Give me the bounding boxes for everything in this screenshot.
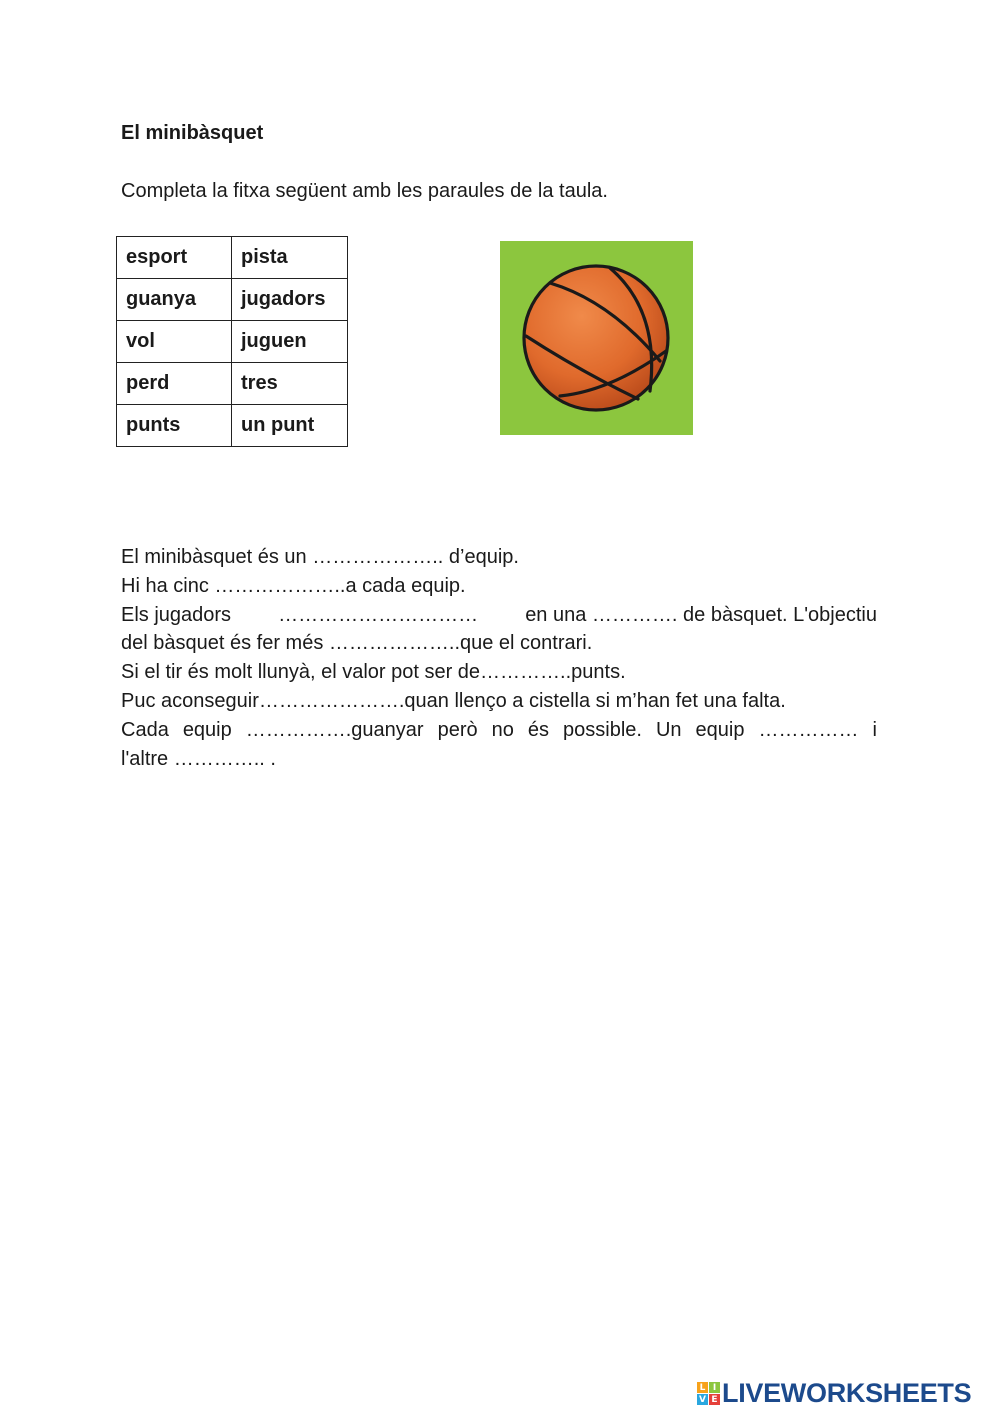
word-bank-table bbox=[116, 236, 348, 447]
table-row bbox=[117, 279, 348, 321]
text-segment: Els jugadors bbox=[121, 603, 232, 626]
table-row bbox=[117, 237, 348, 279]
exercise-line: l'altre ………….. . bbox=[121, 747, 276, 770]
logo-mark-icon bbox=[697, 1382, 720, 1405]
text-segment: ………………………… bbox=[278, 603, 479, 626]
logo-mark-letter: V bbox=[697, 1394, 708, 1405]
exercise-line bbox=[121, 601, 877, 630]
table-cell: jugadors bbox=[232, 279, 348, 321]
table-cell: perd bbox=[117, 363, 232, 405]
table-row bbox=[117, 363, 348, 405]
table-cell: vol bbox=[117, 321, 232, 363]
table-cell: un punt bbox=[232, 405, 348, 447]
logo-text: LIVEWORKSHEETS bbox=[722, 1378, 972, 1408]
text-segment: no bbox=[491, 718, 514, 741]
text-segment: possible. bbox=[563, 718, 642, 741]
exercise-line: Hi ha cinc ………………..a cada equip. bbox=[121, 574, 466, 597]
basketball-icon bbox=[500, 241, 693, 435]
exercise-line: del bàsquet és fer més ………………..que el contrari. bbox=[121, 632, 593, 655]
text-segment: en una …………. de bàsquet. L'objectiu bbox=[525, 603, 877, 626]
exercise-line: El minibàsquet és un ……………….. d’equip. bbox=[121, 546, 519, 568]
table-cell: tres bbox=[232, 363, 348, 405]
instruction-text: Completa la fitxa següent amb les paraules de la taula. bbox=[121, 180, 608, 202]
text-segment: és bbox=[527, 718, 549, 741]
worksheet-title: El minibàsquet bbox=[121, 122, 264, 144]
exercise-line: Si el tir és molt llunyà, el valor pot ser de…………..punts. bbox=[121, 661, 626, 684]
exercise-line bbox=[121, 716, 877, 745]
text-segment: …………… bbox=[758, 718, 859, 741]
text-segment: equip bbox=[695, 718, 745, 741]
table-row bbox=[117, 405, 348, 447]
table-cell: pista bbox=[232, 237, 348, 279]
table-cell: punts bbox=[117, 405, 232, 447]
text-segment: …………….guanyar bbox=[245, 718, 424, 741]
table-row bbox=[117, 321, 348, 363]
basketball-image bbox=[500, 241, 693, 435]
logo-mark-letter: E bbox=[709, 1394, 720, 1405]
logo-mark-letter: I bbox=[709, 1382, 720, 1393]
text-segment: equip bbox=[182, 718, 232, 741]
liveworksheets-logo bbox=[697, 1378, 971, 1409]
text-segment: i bbox=[872, 718, 877, 741]
table-cell: guanya bbox=[117, 279, 232, 321]
text-segment: Cada bbox=[121, 718, 169, 741]
text-segment: Un bbox=[655, 718, 682, 741]
exercise-paragraph bbox=[121, 543, 877, 773]
exercise-line: Puc aconseguir………………….quan llenço a cistella si m’han fet una falta. bbox=[121, 689, 786, 712]
table-cell: juguen bbox=[232, 321, 348, 363]
text-segment: però bbox=[437, 718, 478, 741]
table-cell: esport bbox=[117, 237, 232, 279]
logo-mark-letter: L bbox=[697, 1382, 708, 1393]
